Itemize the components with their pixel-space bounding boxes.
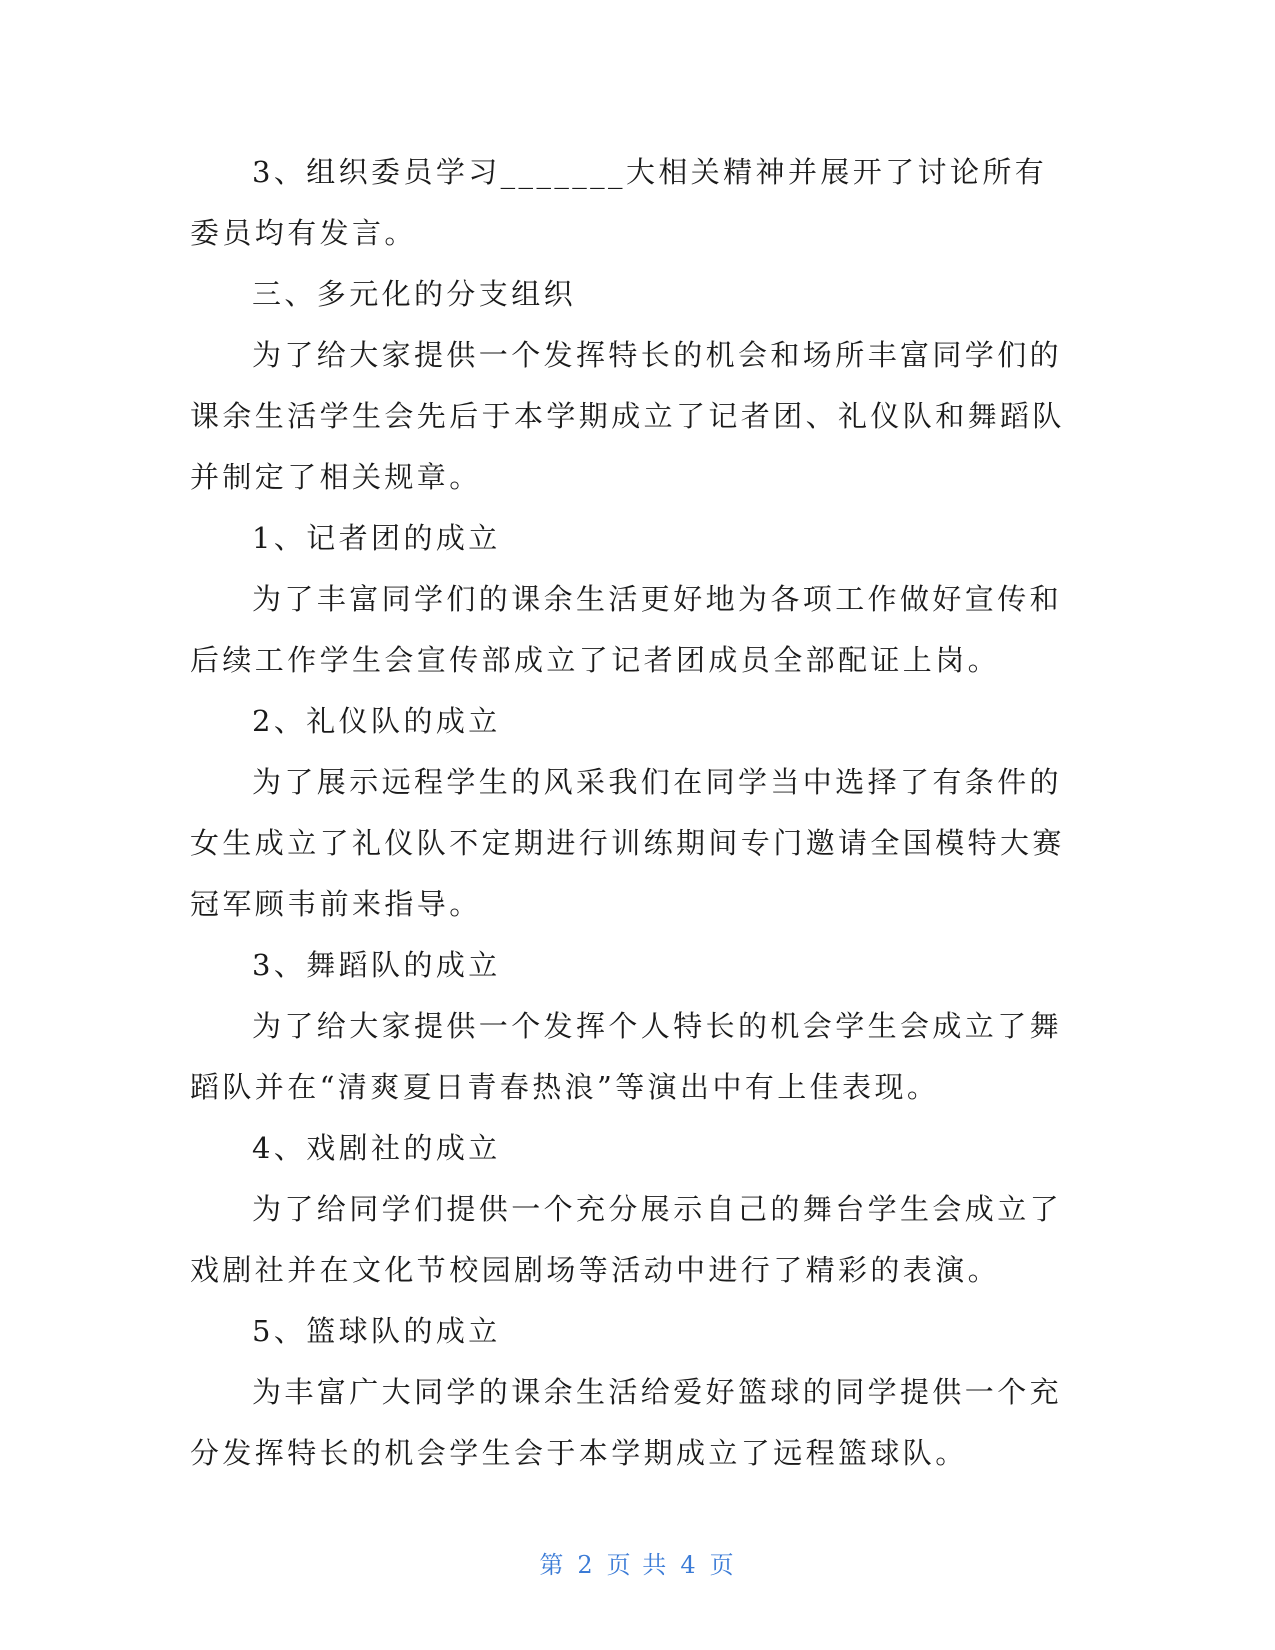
section-heading-diversified-branches: 三、多元化的分支组织 xyxy=(252,277,577,311)
subheading-etiquette-team: 2、礼仪队的成立 xyxy=(252,704,501,738)
footer-current-page: 2 xyxy=(577,1551,595,1579)
footer-page-label: 第 xyxy=(539,1551,566,1579)
document-body xyxy=(190,142,1065,1484)
paragraph-etiquette-team: 为了展示远程学生的风采我们在同学当中选择了有条件的女生成立了礼仪队不定期进行训练期间专门邀请全国模特大赛冠军顾韦前来指导。 xyxy=(190,765,1065,921)
paragraph-reporter-group: 为了丰富同学们的课余生活更好地为各项工作做好宣传和后续工作学生会宣传部成立了记者团成员全部配证上岗。 xyxy=(190,582,1063,677)
subheading-reporter-group: 1、记者团的成立 xyxy=(252,521,501,555)
paragraph-dance-team: 为了给大家提供一个发挥个人特长的机会学生会成立了舞蹈队并在“清爽夏日青春热浪”等演出中有上佳表现。 xyxy=(190,1009,1063,1104)
subheading-drama-club: 4、戏剧社的成立 xyxy=(252,1131,501,1165)
paragraph-intro: 为了给大家提供一个发挥特长的机会和场所丰富同学们的课余生活学生会先后于本学期成立了记者团、礼仪队和舞蹈队并制定了相关规章。 xyxy=(190,338,1065,494)
paragraph-drama-club: 为了给同学们提供一个充分展示自己的舞台学生会成立了戏剧社并在文化节校园剧场等活动中进行了精彩的表演。 xyxy=(190,1192,1063,1287)
paragraph-basketball-team: 为丰富广大同学的课余生活给爱好篮球的同学提供一个充分发挥特长的机会学生会于本学期成立了远程篮球队。 xyxy=(190,1375,1063,1470)
footer-end-label: 页 xyxy=(709,1551,736,1579)
subheading-dance-team: 3、舞蹈队的成立 xyxy=(252,948,501,982)
subheading-basketball-team: 5、篮球队的成立 xyxy=(252,1314,501,1348)
footer-total-pages: 4 xyxy=(680,1551,698,1579)
paragraph-item-3: 3、组织委员学习_______大相关精神并展开了讨论所有委员均有发言。 xyxy=(190,155,1048,250)
footer-of-label: 页 共 xyxy=(606,1551,669,1579)
page-number-footer xyxy=(0,1545,1275,1580)
